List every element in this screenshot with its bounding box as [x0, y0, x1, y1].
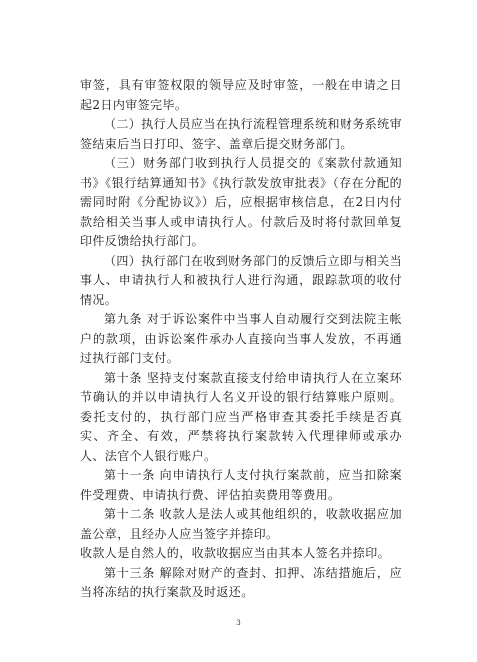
paragraph-approval-continued: 审签，具有审签权限的领导应及时审签，一般在申请之日起2日内审签完毕。 [80, 78, 402, 112]
document-body [80, 76, 402, 603]
paragraph-item-2: （二）执行人员应当在执行流程管理系统和财务系统审签结束后当日打印、签字、盖章后提交财务部门。 [80, 117, 402, 151]
paragraph-article-13: 第十三条 解除对财产的查封、扣押、冻结措施后，应当将冻结的执行案款及时返还。 [80, 565, 402, 599]
paragraph-article-10: 第十条 坚持支付案款直接支付给申请执行人在立案环节确认的并以申请执行人名义开设的银行结算账户原则。委托支付的，执行部门应当严格审查其委托手续是否真实、齐全、有效，严禁将执行案款转入代理律师或承办人、法官个人银行账户。 [80, 370, 402, 463]
paragraph-item-4: （四）执行部门在收到财务部门的反馈后立即与相关当事人、申请执行人和被执行人进行沟通，跟踪款项的收付情况。 [80, 253, 402, 307]
paragraph-article-11: 第十一条 向申请执行人支付执行案款前，应当扣除案件受理费、申请执行费、评估拍卖费用等费用。 [80, 468, 402, 502]
paragraph-item-3: （三）财务部门收到执行人员提交的《案款付款通知书》《银行结算通知书》《执行款发放审批表》（存在分配的需同时附《分配协议》）后，应根据审核信息，在2日内付款给相关当事人或申请执行人。付款后及时将付款回单复印件反馈给执行部门。 [80, 156, 402, 248]
paragraph-article-12-natural-person: 收款人是自然人的，收款收据应当由其本人签名并捺印。 [80, 546, 391, 560]
page-number: 3 [236, 619, 241, 627]
paragraph-article-9: 第九条 对于诉讼案件中当事人自动履行交到法院主帐户的款项，由诉讼案件承办人直接向当事人发放，不再通过执行部门支付。 [80, 312, 402, 365]
paragraph-article-12: 第十二条 收款人是法人或其他组织的，收款收据应加盖公章，且经办人应当签字并捺印。 [80, 507, 402, 541]
